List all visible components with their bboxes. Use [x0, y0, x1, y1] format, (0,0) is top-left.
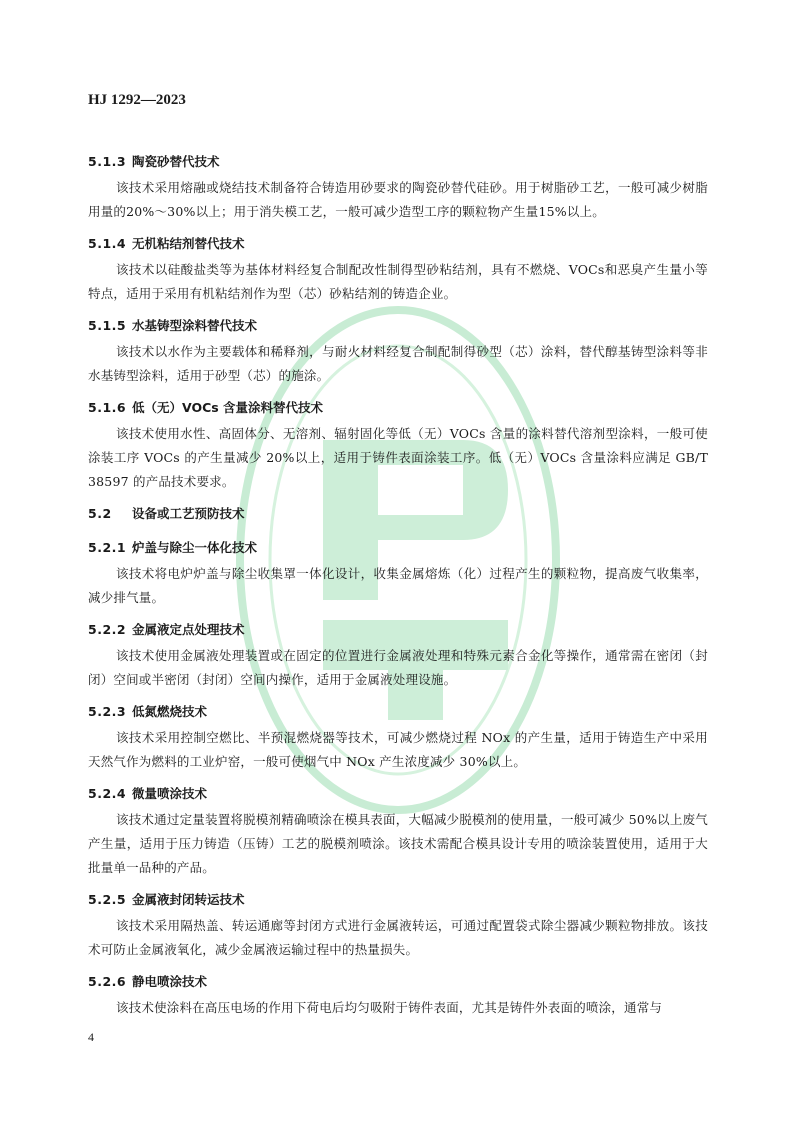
page-header: HJ 1292—2023 — [88, 92, 186, 108]
section-paragraph: 该技术采用控制空燃比、半预混燃烧器等技术，可减少燃烧过程 NOx 的产生量，适用于铸造生产中采用天然气作为燃料的工业炉窑，一般可使烟气中 NOx 产生浓度减少 30%以上。 — [88, 730, 708, 769]
section-5-1-5 — [88, 316, 708, 388]
section-5-2-3 — [88, 702, 708, 774]
page-number: 4 — [88, 1030, 94, 1044]
section-heading — [88, 784, 708, 804]
section-paragraph: 该技术使用金属液处理装置或在固定的位置进行金属液处理和特殊元素合金化等操作，通常需在密闭（封闭）空间或半密闭（封闭）空间内操作，适用于金属液处理设施。 — [88, 648, 708, 687]
section-title: 金属液定点处理技术 — [132, 622, 245, 637]
section-paragraph: 该技术以硅酸盐类等为基体材料经复合制配改性制得型砂粘结剂，具有不燃烧、VOCs和恶臭产生量小等特点，适用于采用有机粘结剂作为型（芯）砂粘结剂的铸造企业。 — [88, 262, 708, 301]
section-number: 5.2.1 — [88, 540, 127, 555]
section-number: 5.2.5 — [88, 892, 127, 907]
section-5-2 — [88, 504, 708, 524]
section-title: 炉盖与除尘一体化技术 — [132, 540, 258, 555]
section-title: 低（无）VOCs 含量涂料替代技术 — [132, 400, 324, 415]
section-heading — [88, 702, 708, 722]
section-heading — [88, 620, 708, 640]
section-5-2-5 — [88, 890, 708, 962]
section-5-2-4 — [88, 784, 708, 880]
section-number: 5.1.5 — [88, 318, 127, 333]
section-5-2-1 — [88, 538, 708, 610]
section-number: 5.2.6 — [88, 974, 127, 989]
section-5-2-2 — [88, 620, 708, 692]
section-paragraph: 该技术采用隔热盖、转运通廊等封闭方式进行金属液转运，可通过配置袋式除尘器减少颗粒物排放。该技术可防止金属液氧化，减少金属液运输过程中的热量损失。 — [88, 918, 708, 957]
document-body — [88, 146, 708, 1030]
section-paragraph: 该技术采用熔融或烧结技术制备符合铸造用砂要求的陶瓷砂替代硅砂。用于树脂砂工艺，一般可减少树脂用量的20%～30%以上；用于消失模工艺，一般可减少造型工序的颗粒物产生量15%以上。 — [88, 180, 708, 219]
section-heading — [88, 398, 708, 418]
section-title: 无机粘结剂替代技术 — [132, 236, 245, 251]
section-heading — [88, 538, 708, 558]
section-paragraph: 该技术使用水性、高固体分、无溶剂、辐射固化等低（无）VOCs 含量的涂料替代溶剂型涂料，一般可使涂装工序 VOCs 的产生量减少 20%以上，适用于铸件表面涂装工序。低（无）VOCs 含量涂料应满足 GB/T 38597 的产品技术要求。 — [88, 426, 708, 489]
section-heading — [88, 504, 708, 524]
section-paragraph: 该技术以水作为主要载体和稀释剂，与耐火材料经复合制配制得砂型（芯）涂料，替代醇基铸型涂料等非水基铸型涂料，适用于砂型（芯）的施涂。 — [88, 344, 708, 383]
section-5-1-4 — [88, 234, 708, 306]
section-title: 低氮燃烧技术 — [132, 704, 208, 719]
section-number: 5.2 — [88, 506, 112, 521]
section-heading — [88, 316, 708, 336]
section-number: 5.1.3 — [88, 154, 127, 169]
section-heading — [88, 890, 708, 910]
section-paragraph: 该技术通过定量装置将脱模剂精确喷涂在模具表面，大幅减少脱模剂的使用量，一般可减少 50%以上废气产生量，适用于压力铸造（压铸）工艺的脱模剂喷涂。该技术需配合模具设计专用的喷涂装置使用，适用于大批量单一品种的产品。 — [88, 812, 708, 875]
section-number: 5.1.6 — [88, 400, 127, 415]
section-title: 水基铸型涂料替代技术 — [132, 318, 258, 333]
section-number: 5.2.2 — [88, 622, 127, 637]
section-paragraph: 该技术使涂料在高压电场的作用下荷电后均匀吸附于铸件表面，尤其是铸件外表面的喷涂，通常与 — [116, 1000, 663, 1015]
section-5-2-6 — [88, 972, 708, 1020]
section-title: 微量喷涂技术 — [132, 786, 208, 801]
section-heading — [88, 234, 708, 254]
section-heading — [88, 152, 708, 172]
section-heading — [88, 972, 708, 992]
section-title: 静电喷涂技术 — [132, 974, 208, 989]
section-title: 设备或工艺预防技术 — [132, 506, 245, 521]
section-title: 金属液封闭转运技术 — [132, 892, 245, 907]
section-paragraph: 该技术将电炉炉盖与除尘收集罩一体化设计，收集金属熔炼（化）过程产生的颗粒物，提高废气收集率，减少排气量。 — [88, 566, 708, 605]
section-number: 5.1.4 — [88, 236, 127, 251]
section-number: 5.2.4 — [88, 786, 127, 801]
section-number: 5.2.3 — [88, 704, 127, 719]
section-5-1-6 — [88, 398, 708, 494]
section-title: 陶瓷砂替代技术 — [132, 154, 220, 169]
section-5-1-3 — [88, 152, 708, 224]
